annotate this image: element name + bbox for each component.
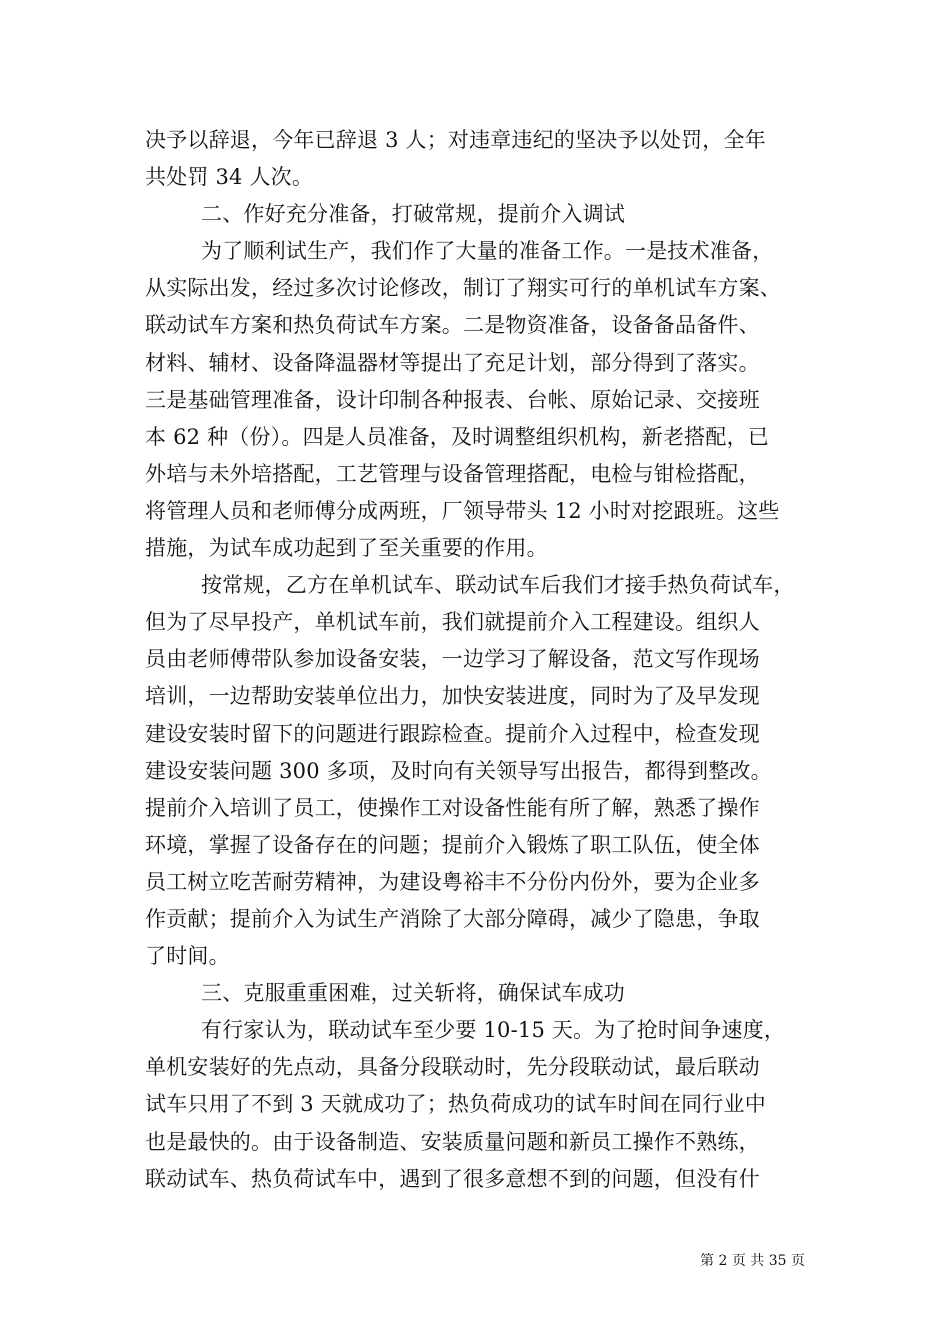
- text-line: 也是最快的。由于设备制造、安装质量问题和新员工操作不熟练，: [145, 1129, 760, 1154]
- text-line: 从实际出发，经过多次讨论修改，制订了翔实可行的单机试车方案、: [145, 276, 781, 301]
- text-line: 外培与未外培搭配，工艺管理与设备管理搭配，电检与钳检搭配，: [145, 461, 760, 486]
- text-line: 单机安装好的先点动，具备分段联动时，先分段联动试，最后联动: [145, 1055, 760, 1080]
- page-number: 第 2 页 共 35 页: [700, 1253, 805, 1269]
- text-line: 提前介入培训了员工，使操作工对设备性能有所了解，熟悉了操作: [145, 795, 760, 820]
- text-line: 材料、辅材、设备降温器材等提出了充足计划，部分得到了落实。: [145, 350, 760, 375]
- text-line: 建设安装时留下的问题进行跟踪检查。提前介入过程中，检查发现: [145, 721, 760, 746]
- text-line: 共处罚 34 人次。: [145, 165, 314, 190]
- text-line: 为了顺利试生产，我们作了大量的准备工作。一是技术准备，: [201, 239, 774, 264]
- text-line: 联动试车、热负荷试车中，遇到了很多意想不到的问题，但没有什: [145, 1166, 760, 1191]
- text-line: 作贡献；提前介入为试生产消除了大部分障碍，减少了隐患，争取: [145, 906, 760, 931]
- text-line: 将管理人员和老师傅分成两班，厂领导带头 12 小时对挖跟班。这些: [145, 498, 780, 523]
- text-line: 建设安装问题 300 多项，及时向有关领导写出报告，都得到整改。: [145, 758, 772, 783]
- text-line: 培训，一边帮助安装单位出力，加快安装进度，同时为了及早发现: [145, 684, 760, 709]
- text-line: 员工树立吃苦耐劳精神，为建设粤裕丰不分份内份外，要为企业多: [145, 869, 760, 894]
- text-line: 按常规，乙方在单机试车、联动试车后我们才接手热负荷试车，: [201, 573, 795, 598]
- text-line: 环境，掌握了设备存在的问题；提前介入锻炼了职工队伍，使全体: [145, 832, 760, 857]
- text-line: 决予以辞退，今年已辞退 3 人；对违章违纪的坚决予以处罚，全年: [145, 128, 766, 152]
- text-line: 联动试车方案和热负荷试车方案。二是物资准备，设备备品备件、: [145, 313, 760, 338]
- text-line: 三、克服重重困难，过关斩将，确保试车成功: [201, 981, 625, 1006]
- text-line: 但为了尽早投产，单机试车前，我们就提前介入工程建设。组织人: [145, 610, 760, 635]
- text-line: 三是基础管理准备，设计印制各种报表、台帐、原始记录、交接班: [145, 387, 760, 412]
- text-line: 措施，为试车成功起到了至关重要的作用。: [145, 536, 548, 561]
- text-line: 本 62 种（份）。四是人员准备，及时调整组织机构，新老搭配，已: [145, 424, 769, 449]
- text-line: 员由老师傅带队参加设备安装，一边学习了解设备，范文写作现场: [145, 647, 760, 672]
- text-line: 有行家认为，联动试车至少要 10-15 天。为了抢时间争速度，: [201, 1018, 786, 1043]
- text-line: 二、作好充分准备，打破常规，提前介入调试: [201, 202, 625, 227]
- body-text: [145, 122, 825, 1198]
- text-line: 了时间。: [145, 944, 230, 969]
- text-line: 试车只用了不到 3 天就成功了；热负荷成功的试车时间在同行业中: [145, 1092, 766, 1117]
